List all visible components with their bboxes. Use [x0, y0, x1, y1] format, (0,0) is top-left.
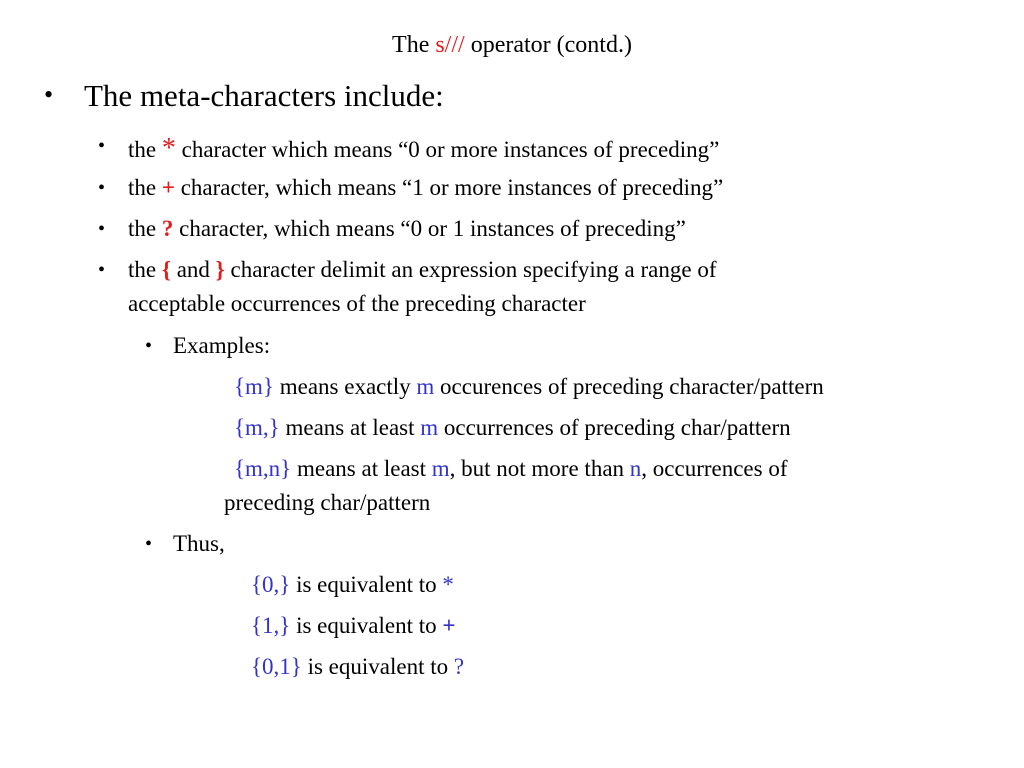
example-pattern: {m,n} [234, 456, 292, 481]
close-brace-symbol: } [215, 257, 225, 282]
thus-text: is equivalent to [290, 613, 443, 638]
example-var: m [416, 374, 435, 399]
example-line2: preceding char/pattern [224, 490, 431, 515]
item-and: and [176, 257, 210, 282]
thus-row [251, 654, 464, 680]
thus-pattern: {0,1} [251, 654, 302, 679]
thus-pattern: {1,} [251, 613, 291, 638]
thus-symbol: ? [453, 654, 465, 679]
thus-text: is equivalent to [290, 572, 443, 597]
item-the: the [128, 175, 157, 200]
bullet-dot: • [145, 533, 153, 555]
item-star [128, 133, 719, 165]
thus-row [251, 613, 455, 639]
thus-symbol: * [442, 572, 454, 597]
star-symbol: * [161, 133, 176, 164]
example-text: means exactly [273, 374, 417, 399]
thus-pattern: {0,} [251, 572, 291, 597]
item-braces [128, 257, 716, 283]
plus-symbol: + [161, 175, 175, 200]
thus-text: is equivalent to [301, 654, 454, 679]
title-operator: s/// [435, 32, 465, 58]
item-text-line1: character delimit an expression specifying a range of [230, 257, 717, 282]
example-row [234, 415, 791, 441]
item-the: the [128, 137, 157, 162]
example-var: m [431, 456, 450, 481]
example-var: m [420, 415, 439, 440]
item-text-line2: acceptable occurrences of the preceding character [128, 291, 586, 316]
bullet-dot: • [98, 218, 106, 240]
question-symbol: ? [161, 216, 174, 241]
example-text: , but not more than [449, 456, 630, 481]
main-bullet-text: The meta-characters include: [84, 78, 444, 113]
title-suffix: operator (contd.) [464, 32, 632, 58]
item-the: the [128, 257, 157, 282]
example-text: means at least [291, 456, 432, 481]
example-text: occurences of preceding character/pattern [434, 374, 824, 399]
item-the: the [128, 216, 157, 241]
bullet-dot: • [98, 177, 106, 199]
slide-title [0, 30, 1024, 60]
item-text: character, which means “0 or 1 instances of preceding” [179, 216, 686, 241]
bullet-dot: • [98, 259, 106, 281]
thus-row [251, 572, 454, 598]
example-text: , occurrences of [641, 456, 788, 481]
title-prefix: The [392, 32, 436, 58]
item-plus [128, 175, 723, 201]
bullet-dot: • [145, 335, 153, 357]
examples-label: Examples: [173, 333, 271, 358]
main-bullet-dot: • [44, 80, 54, 109]
item-text: character, which means “1 or more instances of preceding” [180, 175, 724, 200]
example-text: means at least [279, 415, 421, 440]
example-row [234, 456, 788, 482]
thus-label: Thus, [173, 531, 225, 556]
example-row [234, 374, 824, 400]
thus-symbol: + [442, 613, 456, 638]
item-text: character which means “0 or more instances of preceding” [181, 137, 720, 162]
example-var: n [629, 456, 642, 481]
example-pattern: {m} [234, 374, 274, 399]
example-pattern: {m,} [234, 415, 280, 440]
example-text: occurrences of preceding char/pattern [438, 415, 791, 440]
bullet-dot: • [98, 135, 106, 157]
item-question [128, 216, 686, 242]
open-brace-symbol: { [161, 257, 171, 282]
